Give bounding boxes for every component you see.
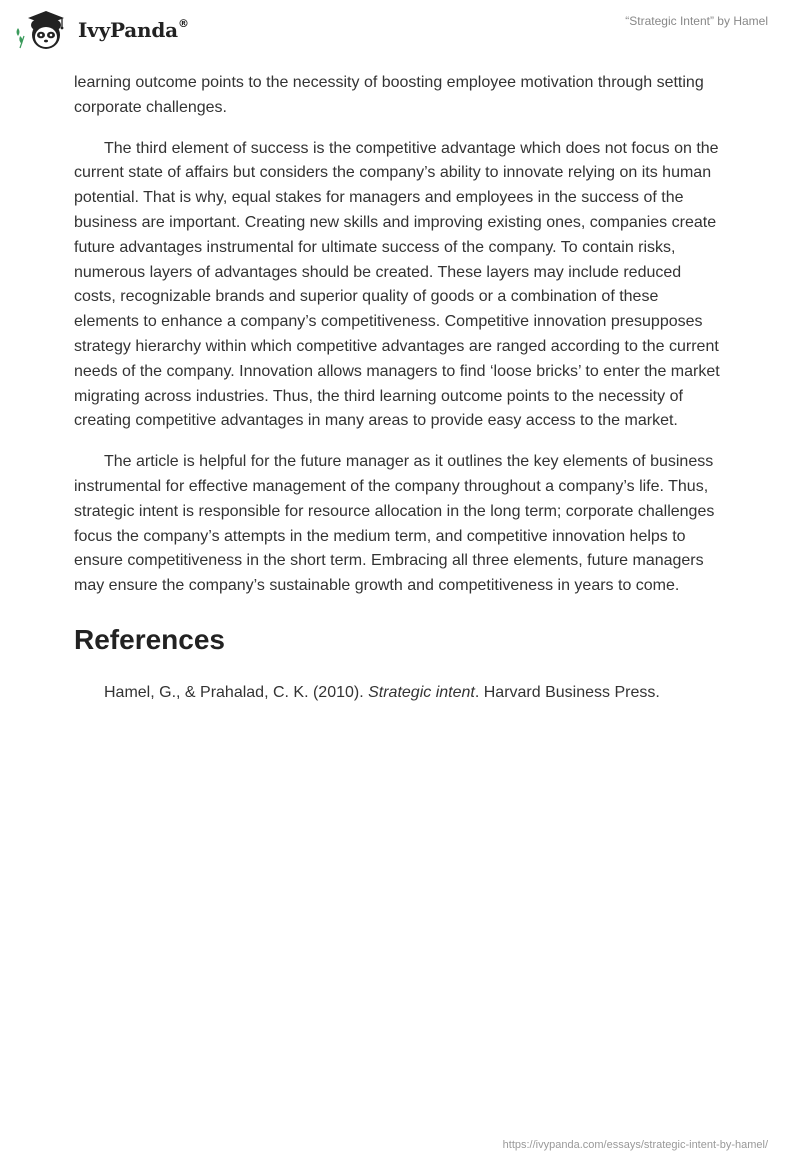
reference-authors: Hamel, G., & Prahalad, C. K. (2010). bbox=[104, 683, 369, 701]
body-paragraph: The third element of success is the competitive advantage which does not focus on the current state of affairs but considers the company’s ability to innovate relying on its human potential. That is why, equal stakes for managers and employees in the success of the business are important. Creating new skills and improving existing ones, companies create future advantages instrumental for ultimate success of the company. To contain risks, numerous layers of advantages should be created. These layers may include reduced costs, recognizable brands and superior quality of goods or a combination of these elements to enhance a company’s competitiveness. Competitive innovation presupposes strategy hierarchy within which competitive advantages are ranged according to the current needs of the company. Innovation allows managers to find ‘loose bricks’ to enter the market migrating across industries. Thus, the third learning outcome points to the necessity of creating competitive advantages in many areas to provide easy access to the market. bbox=[74, 139, 720, 430]
body-paragraph: The article is helpful for the future manager as it outlines the key elements of business instrumental for effective management of the company throughout a company’s life. Thus, strategic intent is responsible for resource allocation in the long term; corporate challenges focus the company’s attempts in the medium term, and competitive innovation helps to ensure competitiveness in the short term. Embracing all three elements, future managers may ensure the company’s sustainable growth and competitiveness in years to come. bbox=[74, 453, 715, 595]
body-paragraph: learning outcome points to the necessity of boosting employee motivation through setting corporate challenges. bbox=[74, 74, 704, 116]
reference-publisher: . Harvard Business Press. bbox=[474, 683, 660, 701]
registered-mark: ® bbox=[177, 17, 189, 31]
footer-url[interactable]: https://ivypanda.com/essays/strategic-intent-by-hamel/ bbox=[502, 1139, 768, 1151]
page-header bbox=[0, 0, 800, 60]
reference-entry bbox=[74, 681, 726, 705]
running-title: “Strategic Intent” by Hamel bbox=[625, 14, 768, 28]
essay-content bbox=[74, 71, 726, 705]
ivypanda-logo[interactable] bbox=[14, 8, 189, 52]
panda-graduate-icon bbox=[14, 8, 74, 52]
references-heading: References bbox=[74, 623, 225, 655]
brand-name: IvyPanda® bbox=[78, 17, 189, 42]
reference-title: Strategic intent bbox=[368, 683, 475, 701]
